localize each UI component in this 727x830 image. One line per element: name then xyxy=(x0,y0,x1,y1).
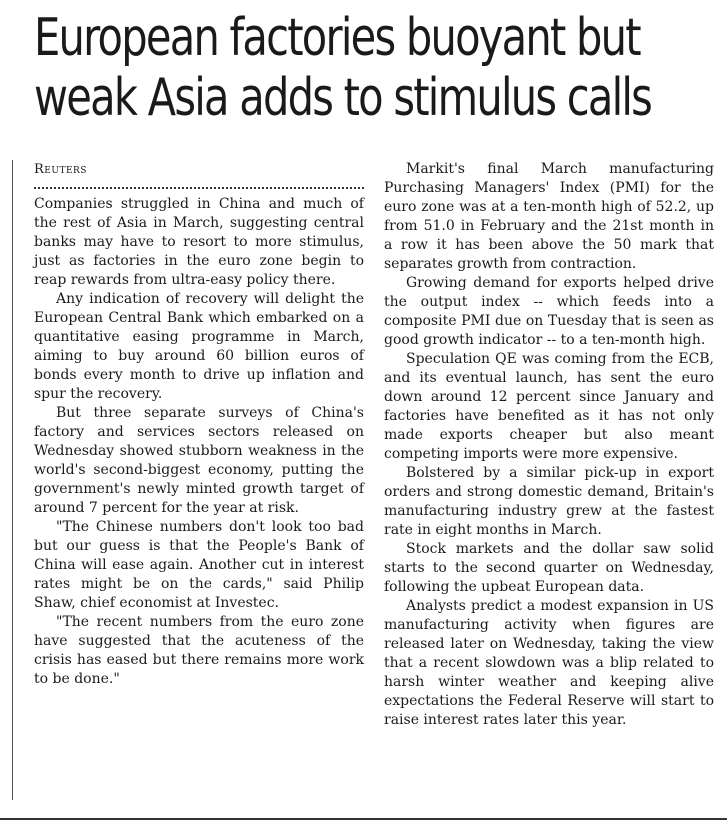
paragraph: Speculation QE was coming from the ECB, and its eventual launch, has sent the euro down around 12 percent since January and factories have benefited as it has not only made exports cheaper but also meant competing imports were more expensive. xyxy=(384,351,714,462)
headline-line-1: European factories buoyant but xyxy=(34,8,640,68)
article-column-2 xyxy=(384,160,714,730)
byline: Reuters xyxy=(34,162,87,177)
paragraph: Any indication of recovery will delight the European Central Bank which embarked on a quantitative easing programme in March, aiming to buy around 60 billion euros of bonds every month to drive up inflation and spur the recovery. xyxy=(34,291,364,402)
paragraph: Stock markets and the dollar saw solid starts to the second quarter on Wednesday, following the upbeat European data. xyxy=(384,541,714,595)
paragraph: Bolstered by a similar pick-up in export orders and strong domestic demand, Britain's manufacturing industry grew at the fastest rate in eight months in March. xyxy=(384,465,714,538)
paragraph: "The recent numbers from the euro zone have suggested that the acuteness of the crisis has eased but there remains more work to be done." xyxy=(34,614,364,687)
bottom-rule xyxy=(0,818,727,820)
left-column-rule xyxy=(12,160,13,800)
article-column-1 xyxy=(34,160,364,689)
dotted-separator xyxy=(34,179,364,189)
paragraph: Markit's final March manufacturing Purchasing Managers' Index (PMI) for the euro zone was at a ten-month high of 52.2, up from 51.0 in February and the 21st month in a row it has been above the 50 mark that separates growth from contraction. xyxy=(384,161,714,272)
paragraph: Growing demand for exports helped drive the output index -- which feeds into a composite PMI due on Tuesday that is seen as good growth indicator -- to a ten-month high. xyxy=(384,275,714,348)
paragraph: "The Chinese numbers don't look too bad but our guess is that the People's Bank of China will ease again. Another cut in interest rates might be on the cards," said Philip Shaw, chief economist at Investec. xyxy=(34,519,364,611)
headline-line-2: weak Asia adds to stimulus calls xyxy=(34,68,652,128)
paragraph: Analysts predict a modest expansion in US manufacturing activity when figures are released later on Wednesday, taking the view that a recent slowdown was a blip related to harsh winter weather and keeping alive expectations the Federal Reserve will start to raise interest rates later this year. xyxy=(384,598,714,728)
paragraph: But three separate surveys of China's factory and services sectors released on Wednesday showed stubborn weakness in the world's second-biggest economy, putting the government's newly minted growth target of around 7 percent for the year at risk. xyxy=(34,405,364,516)
headline xyxy=(34,8,652,128)
paragraph: Companies struggled in China and much of the rest of Asia in March, suggesting central banks may have to resort to more stimulus, just as factories in the euro zone begin to reap rewards from ultra-easy policy there. xyxy=(34,196,364,288)
